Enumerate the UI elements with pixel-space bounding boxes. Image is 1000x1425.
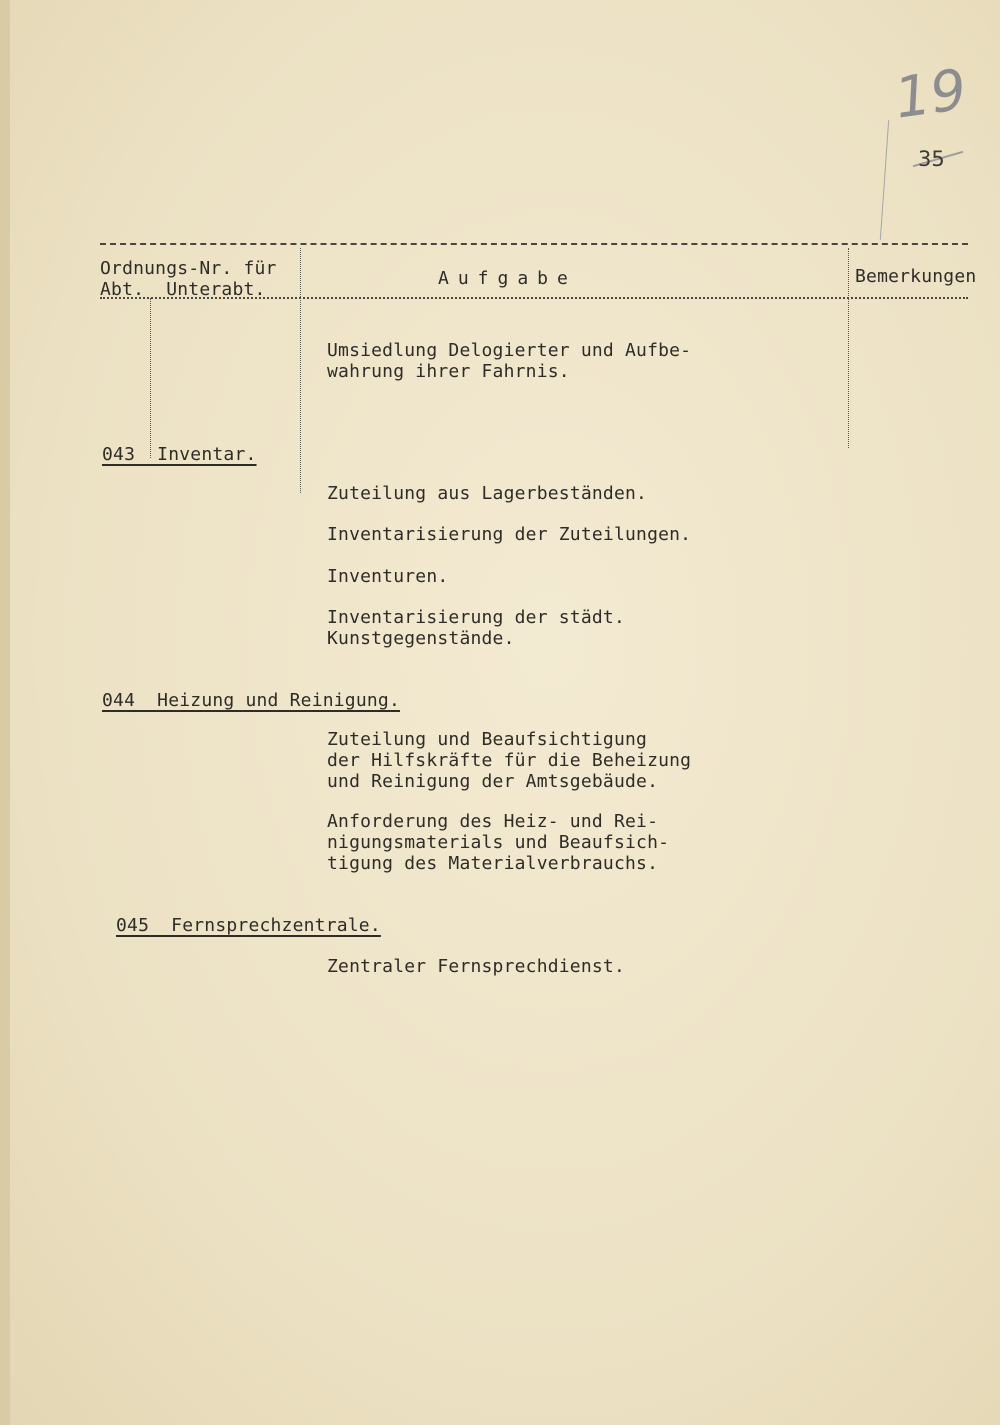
section-title-043: 043 Inventar. xyxy=(102,444,257,465)
text-line: nigungsmaterials und Beaufsich- xyxy=(327,832,670,853)
header-bemerkungen: Bemerkungen xyxy=(855,266,977,287)
text-line: der Hilfskräfte für die Beheizung xyxy=(327,750,692,771)
section-title-045: 045 Fernsprechzentrale. xyxy=(116,915,381,936)
paragraph xyxy=(327,483,647,504)
intro-paragraph xyxy=(327,340,691,382)
text-line: Zuteilung und Beaufsichtigung xyxy=(327,729,648,750)
paragraph xyxy=(327,607,625,649)
pencil-annotation: 19 xyxy=(890,57,971,132)
text-line: Inventarisierung der Zuteilungen. xyxy=(327,524,692,545)
page-edge xyxy=(0,0,10,1425)
section-title-044: 044 Heizung und Reinigung. xyxy=(102,690,400,711)
text-line: Inventarisierung der städt. xyxy=(327,607,625,628)
pencil-stroke xyxy=(880,120,889,240)
column-divider xyxy=(300,248,301,493)
header-ordnungs-nr: Ordnungs-Nr. für xyxy=(100,258,277,279)
text-line: Zuteilung aus Lagerbeständen. xyxy=(327,483,648,504)
paragraph xyxy=(327,729,691,792)
text-line: Zentraler Fernsprechdienst. xyxy=(327,956,625,977)
text-line: Inventuren. xyxy=(327,566,449,587)
text-line: Anforderung des Heiz- und Rei- xyxy=(327,811,659,832)
column-divider xyxy=(150,298,151,458)
paragraph xyxy=(327,811,669,874)
text-line: Umsiedlung Delogierter und Aufbe- xyxy=(327,340,692,361)
paragraph xyxy=(327,524,691,545)
text-line: Kunstgegenstände. xyxy=(327,628,515,649)
header-aufgabe: Aufgabe xyxy=(438,268,577,289)
page-number: 35 xyxy=(918,147,945,171)
header-abt-unterabt: Abt. Unterabt. xyxy=(100,279,266,300)
text-line: tigung des Materialverbrauchs. xyxy=(327,853,659,874)
paragraph xyxy=(327,566,448,587)
text-line: und Reinigung der Amtsgebäude. xyxy=(327,771,659,792)
text-line: wahrung ihrer Fahrnis. xyxy=(327,361,570,382)
table-top-rule xyxy=(100,243,968,245)
column-divider xyxy=(848,248,849,448)
paragraph xyxy=(327,956,625,977)
